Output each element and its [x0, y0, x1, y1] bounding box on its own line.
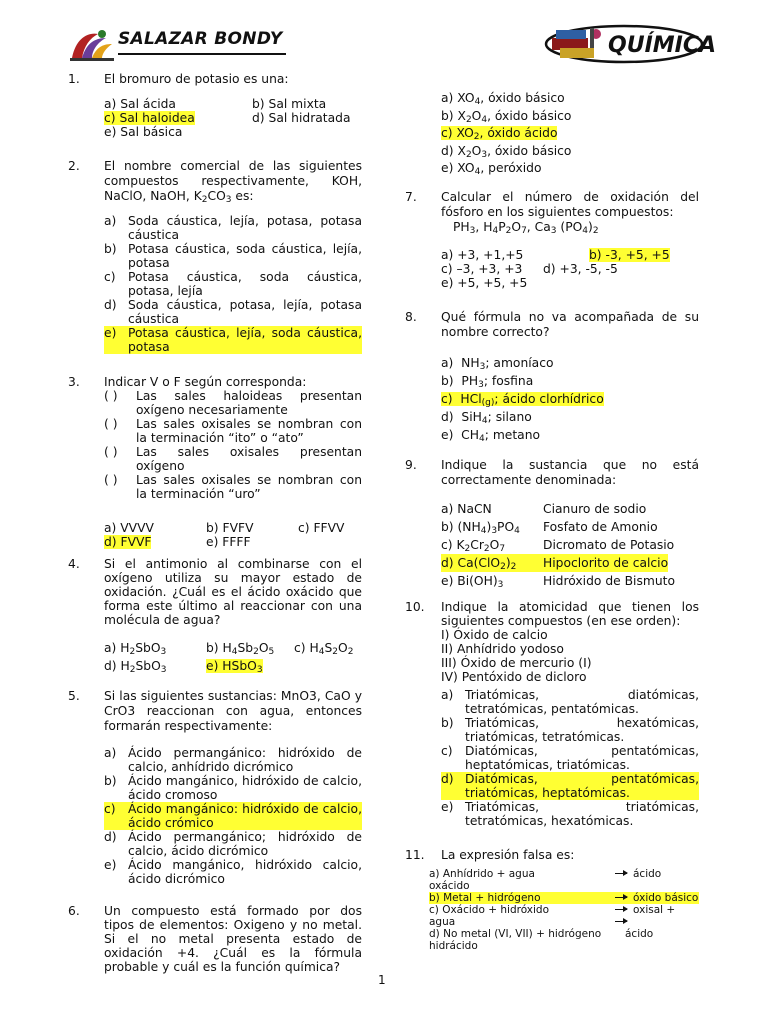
question-text: El nombre comercial de las siguientes compuestos respectivamente, KOH, NaClO, NaOH, $K_2CO_3$ es:	[104, 159, 362, 205]
option-c: Diatómicas, pentatómicas, heptatómicas, triatómicas.	[465, 743, 699, 772]
right-column	[405, 90, 699, 952]
option-d: d) $H_2SbO_3$	[104, 659, 167, 675]
subject-title: QUÍMICA	[608, 33, 717, 58]
option-d: Soda cáustica, potasa, lejía, potasa cáustica	[128, 298, 362, 326]
option-c: c) –3, +3, +3	[441, 261, 523, 276]
option-e: e) +5, +5, +5	[441, 275, 528, 290]
option-d: d) FVVF	[104, 535, 152, 549]
statement: Las sales oxisales se nombran con la terminación “ito” o “ato”	[136, 417, 362, 445]
option-c: c) Sal haloidea	[104, 111, 195, 125]
question-6	[68, 904, 362, 974]
option-e: Potasa cáustica, lejía, soda cáustica, potasa	[128, 326, 362, 354]
option-b: b) $PH_3$; fosfina	[441, 373, 534, 390]
chemistry-logo-icon	[544, 22, 717, 66]
option-a: Ácido permangánico: hidróxido de calcio, anhídrido dicrómico	[128, 746, 362, 774]
option-d: d) $Ca(ClO_2)_2$ Hipoclorito de calcio	[441, 555, 669, 572]
option-d: d) SiH$_4$; silano	[441, 409, 532, 426]
option-d: d) +3, -5, -5	[543, 261, 618, 276]
statement: Las sales oxisales presentan oxígeno	[136, 445, 362, 473]
option-b: b) Sal mixta	[252, 97, 327, 111]
option-c: c) $H_4S_2O_2$	[294, 641, 354, 657]
option-a: a) $NH_3$; amoníaco	[441, 355, 554, 372]
option-c: c) $K_2Cr_2O_7$ Dicromato de Potasio	[441, 537, 675, 554]
option-d: d) $X_2O_3$, óxido básico	[441, 143, 572, 160]
option-a: a) $H_2SbO_3$	[104, 641, 167, 657]
option-b: b) $(NH_4)_3PO_4$ Fosfato de Amonio	[441, 519, 658, 536]
brand-name: SALAZAR BONDY	[118, 29, 283, 49]
question-7	[405, 190, 699, 290]
question-3: 3. Indicar V o F según corresponda: ( ) Las sales haloideas presentan oxígeno necesariamente ( ) Las sales oxisales se nombran con la terminación “ito” o “ato” ( ) Las sales oxisales presentan oxígeno ( ) Las sales oxisales se nombran con la terminación “uro” a) VVVV b) FVFV c) FFVV d) FVVF e) FFFF	[68, 375, 362, 549]
option-a: a) VVVV	[104, 521, 154, 535]
page-number: 1	[378, 973, 386, 987]
question-8	[405, 310, 699, 444]
question-number: 4.	[68, 557, 80, 571]
question-text: Calcular el número de oxidación del fósforo en los siguientes compuestos:	[441, 189, 699, 219]
statement: Las sales oxisales se nombran con la terminación “uro”	[136, 473, 362, 501]
question-text: Si el antimonio al combinarse con el oxígeno utiliza su mayor estado de oxidación. ¿Cuál es el ácido oxácido que forma este último al reaccionar con una molécula de agua?	[104, 557, 362, 627]
option-e: e) $Bi(OH)_3$ Hidróxido de Bismuto	[441, 573, 675, 590]
page-header	[0, 22, 768, 66]
option-e: e) HSbO$_3$	[206, 659, 263, 675]
question-number: 3.	[68, 375, 80, 389]
compounds: $PH_3$, $H_4P_2O_7$, $Ca_3$ $(PO_4)_2$	[453, 219, 599, 236]
school-logo-icon	[68, 28, 116, 64]
option-c: c) $XO_2$, óxido ácido	[441, 126, 558, 142]
option-e: e) FFFF	[206, 535, 251, 549]
statement: Las sales haloideas presentan oxígeno necesariamente	[136, 389, 362, 417]
option-a: Soda cáustica, lejía, potasa, potasa cáustica	[128, 214, 362, 242]
option-b: b) -3, +5, +5	[589, 247, 670, 262]
question-9	[405, 458, 699, 590]
option-b: Triatómicas, hexatómicas, triatómicas, tetratómicas.	[465, 715, 699, 744]
option-a: Triatómicas, diatómicas, tetratómicas, pentatómicas.	[465, 687, 699, 716]
arrow-icon	[615, 873, 627, 874]
question-text: Si las siguientes sustancias: MnO3, CaO y CrO3 reaccionan con agua, entonces formarán respectivamente:	[104, 689, 362, 733]
option-e: e) Sal básica	[104, 125, 183, 139]
option-b: b) $H_4Sb_2O_5$	[206, 641, 275, 657]
option-c: c) HCl$_{(g)}$; ácido clorhídrico	[441, 391, 604, 408]
option-c: c) FFVV	[298, 521, 345, 535]
question-number: 5.	[68, 689, 80, 703]
arrow-icon	[615, 897, 627, 898]
question-10: 10. Indique la atomicidad que tienen los siguientes compuestos (en ese orden): I) Óxido de calcio II) Anhídrido yodoso III) Óxido de mercurio (I) IV) Pentóxido de dicloro a) Triatómicas, diatómicas, tetratómicas, pentatómicas. b) Triatómicas, hexatómicas, triatómicas, tetratómicas. c) Diatómicas, pentatómicas, heptatómicas, triatómicas. d) Diatómicas, pentatómicas, triatómicas, heptatómicas. e) Triatómicas, triatómicas, tetratómicas, hexatómicas.	[405, 599, 699, 828]
option-b: b) Metal + hidrógeno óxido básico	[429, 891, 699, 904]
compound-item: IV) Pentóxido de dicloro	[441, 669, 587, 684]
question-number: 10.	[405, 599, 425, 614]
option-d: Diatómicas, pentatómicas, triatómicas, heptatómicas.	[465, 771, 699, 800]
option-b: b) FVFV	[206, 521, 254, 535]
question-number: 6.	[68, 904, 80, 918]
option-a: a) $XO_4$, óxido básico	[441, 91, 565, 107]
option-e: Ácido mangánico, hidróxido calcio, ácido dicrómico	[128, 858, 362, 886]
option-d: Ácido permangánico; hidróxido de calcio, ácido dicrómico	[128, 830, 362, 858]
question-text: Indique la atomicidad que tienen los siguientes compuestos (en ese orden):	[441, 599, 699, 628]
question-5: 5. Si las siguientes sustancias: MnO3, CaO y CrO3 reaccionan con agua, entonces formarán respectivamente: a) Ácido permangánico: hidróxido de calcio, anhídrido dicrómico b) Ácido mangánico, hidróxido de calcio, ácido cromoso c) Ácido mangánico: hidróxido de calcio, ácido crómico d) Ácido permangánico; hidróxido de calcio, ácido dicrómico e) Ácido mangánico, hidróxido calcio, ácido dicrómico	[68, 689, 362, 886]
option-c: Ácido mangánico: hidróxido de calcio, ácido crómico	[128, 802, 362, 830]
option-a: a) NaCN Cianuro de sodio	[441, 501, 647, 516]
question-text: Indique la sustancia que no está correctamente denominada:	[441, 457, 699, 487]
question-text: Indicar V o F según corresponda:	[104, 375, 307, 389]
option-e: Triatómicas, triatómicas, tetratómicas, hexatómicas.	[465, 799, 699, 828]
question-text: Un compuesto está formado por dos tipos de elementos: Oxigeno y no metal. Si el no metal presenta estado de oxidación +4. ¿Cuál es la fórmula probable y cuál es la función química?	[104, 904, 362, 974]
question-4	[68, 557, 362, 673]
brand-underline	[118, 53, 286, 55]
question-number: 7.	[405, 189, 417, 204]
option-a: a) Anhídrido + agua ácido	[429, 867, 662, 880]
question-number: 8.	[405, 309, 417, 324]
option-b: Ácido mangánico, hidróxido de calcio, ácido cromoso	[128, 774, 362, 802]
question-6-options	[405, 90, 699, 178]
compound-item: III) Óxido de mercurio (I)	[441, 655, 592, 670]
compound-item: I) Óxido de calcio	[441, 627, 548, 642]
option-e: e) $XO_4$, peróxido	[441, 161, 542, 177]
left-column	[68, 72, 362, 974]
option-c: c) Oxácido + hidróxido oxisal +	[429, 903, 676, 916]
option-d: d) Sal hidratada	[252, 111, 351, 125]
question-number: 11.	[405, 847, 425, 862]
option-c: Potasa cáustica, soda cáustica, potasa, lejía	[128, 270, 362, 298]
option-a: a) Sal ácida	[104, 97, 176, 111]
question-1	[68, 72, 362, 139]
option-a: a) +3, +1,+5	[441, 247, 524, 262]
question-number: 1.	[68, 72, 80, 86]
option-b: Potasa cáustica, soda cáustica, lejía, potasa	[128, 242, 362, 270]
compound-item: II) Anhídrido yodoso	[441, 641, 564, 656]
arrow-icon	[615, 909, 627, 910]
question-text: La expresión falsa es:	[441, 847, 575, 862]
question-text: Qué fórmula no va acompañada de su nombre correcto?	[441, 309, 699, 339]
option-e: e) $CH_4$; metano	[441, 427, 541, 444]
question-2: 2. El nombre comercial de las siguientes compuestos respectivamente, KOH, NaClO, NaOH, $K_2CO_3$ es: a) Soda cáustica, lejía, potasa, potasa cáustica b) Potasa cáustica, soda cáustica, lejía, potasa c) Potasa cáustica, soda cáustica, potasa, lejía d) Soda cáustica, potasa, lejía, potasa cáustica e) Potasa cáustica, lejía, soda cáustica, potasa	[68, 159, 362, 354]
question-number: 2.	[68, 159, 80, 173]
question-11: 11. La expresión falsa es: a) Anhídrido + agua ácido oxácido b) Metal + hidrógeno óxido básico c) Oxácido + hidróxido oxisal + agua d) No metal (VI, VII) + hidrógeno ácido hidrácido	[405, 847, 699, 952]
option-b: b) $X_2O_4$, óxido básico	[441, 108, 572, 125]
arrow-icon	[615, 921, 627, 922]
option-d: d) No metal (VI, VII) + hidrógeno ácido	[429, 927, 654, 940]
question-number: 9.	[405, 457, 417, 472]
question-text: El bromuro de potasio es una:	[104, 72, 289, 86]
